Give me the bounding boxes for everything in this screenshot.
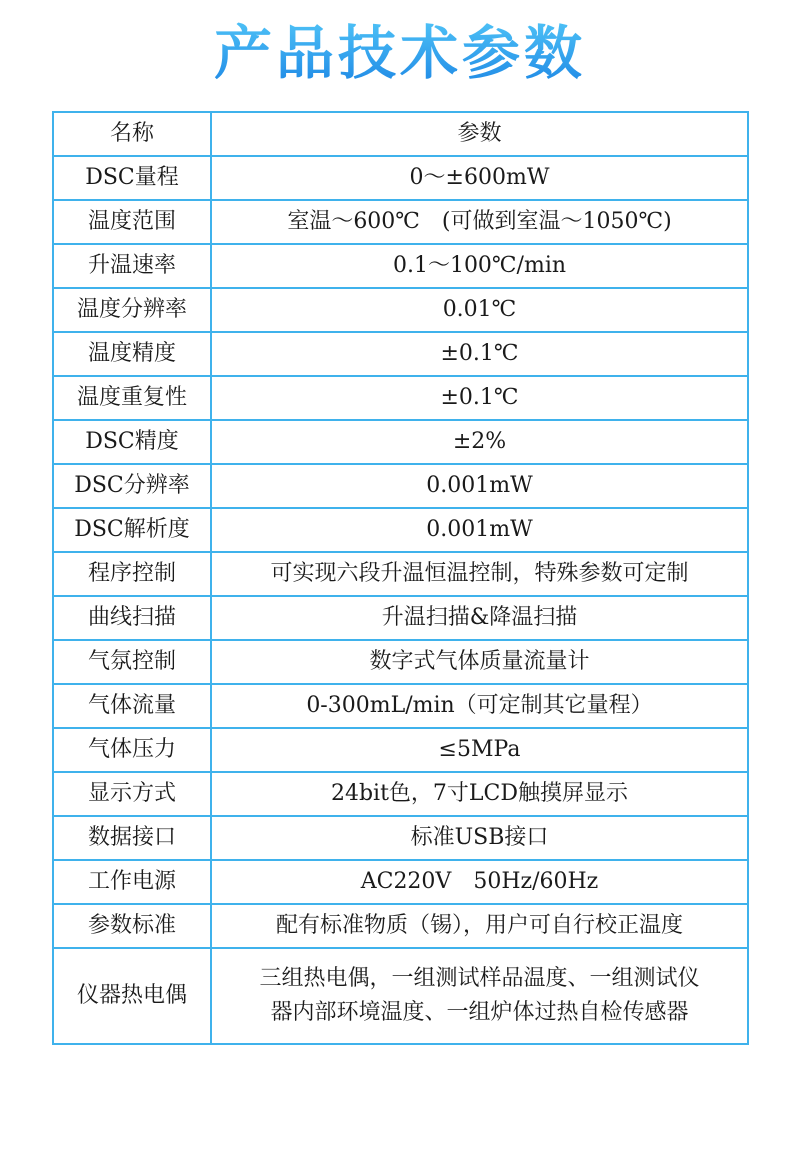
table-row — [53, 376, 748, 420]
param-value: 0.01℃ — [211, 288, 748, 332]
param-name: 温度范围 — [53, 200, 211, 244]
table-row — [53, 552, 748, 596]
param-value: 24bit色，7寸LCD触摸屏显示 — [211, 772, 748, 816]
param-value: 0.001mW — [211, 508, 748, 552]
param-name: 升温速率 — [53, 244, 211, 288]
param-value-line: 三组热电偶，一组测试样品温度、一组测试仪 — [259, 966, 700, 991]
param-name: 温度精度 — [53, 332, 211, 376]
param-name: 气体压力 — [53, 728, 211, 772]
table-row — [53, 860, 748, 904]
param-name: 仪器热电偶 — [53, 948, 211, 1044]
table-row — [53, 904, 748, 948]
param-value-line: 器内部环境温度、一组炉体过热自检传感器 — [270, 1000, 689, 1025]
table-row — [53, 772, 748, 816]
table-header-row — [53, 112, 748, 156]
table-row — [53, 728, 748, 772]
param-value: ±0.1℃ — [211, 376, 748, 420]
param-value: 升温扫描&降温扫描 — [211, 596, 748, 640]
param-name: 程序控制 — [53, 552, 211, 596]
param-name: 数据接口 — [53, 816, 211, 860]
param-value: 0～±600mW — [211, 156, 748, 200]
table-row — [53, 288, 748, 332]
table-row — [53, 420, 748, 464]
table-row — [53, 464, 748, 508]
parameters-table — [52, 111, 749, 1045]
header-value-cell: 参数 — [211, 112, 748, 156]
param-value: 标准USB接口 — [211, 816, 748, 860]
param-name: DSC解析度 — [53, 508, 211, 552]
table-row — [53, 596, 748, 640]
param-value: 0-300mL/min（可定制其它量程） — [211, 684, 748, 728]
table-row — [53, 508, 748, 552]
param-name: 显示方式 — [53, 772, 211, 816]
param-value: 0.1～100℃/min — [211, 244, 748, 288]
table-row — [53, 684, 748, 728]
table-row — [53, 200, 748, 244]
param-name: 曲线扫描 — [53, 596, 211, 640]
param-name: 温度分辨率 — [53, 288, 211, 332]
param-value: ±0.1℃ — [211, 332, 748, 376]
table-row — [53, 244, 748, 288]
param-name: 工作电源 — [53, 860, 211, 904]
header-name-cell: 名称 — [53, 112, 211, 156]
param-name: 气氛控制 — [53, 640, 211, 684]
table-row — [53, 948, 748, 1044]
param-name: DSC分辨率 — [53, 464, 211, 508]
param-value: 0.001mW — [211, 464, 748, 508]
param-value: 可实现六段升温恒温控制，特殊参数可定制 — [211, 552, 748, 596]
param-name: 温度重复性 — [53, 376, 211, 420]
table-row — [53, 332, 748, 376]
table-row — [53, 156, 748, 200]
param-name: 气体流量 — [53, 684, 211, 728]
param-name: 参数标准 — [53, 904, 211, 948]
param-value — [211, 948, 748, 1044]
param-value: 数字式气体质量流量计 — [211, 640, 748, 684]
param-name: DSC精度 — [53, 420, 211, 464]
table-row — [53, 640, 748, 684]
param-value: AC220V 50Hz/60Hz — [211, 860, 748, 904]
page-title: 产品技术参数 — [0, 18, 800, 88]
param-value: ≤5MPa — [211, 728, 748, 772]
param-name: DSC量程 — [53, 156, 211, 200]
table-row — [53, 816, 748, 860]
param-value: 配有标准物质（锡），用户可自行校正温度 — [211, 904, 748, 948]
param-value: 室温～600℃ (可做到室温～1050℃) — [211, 200, 748, 244]
param-value: ±2% — [211, 420, 748, 464]
